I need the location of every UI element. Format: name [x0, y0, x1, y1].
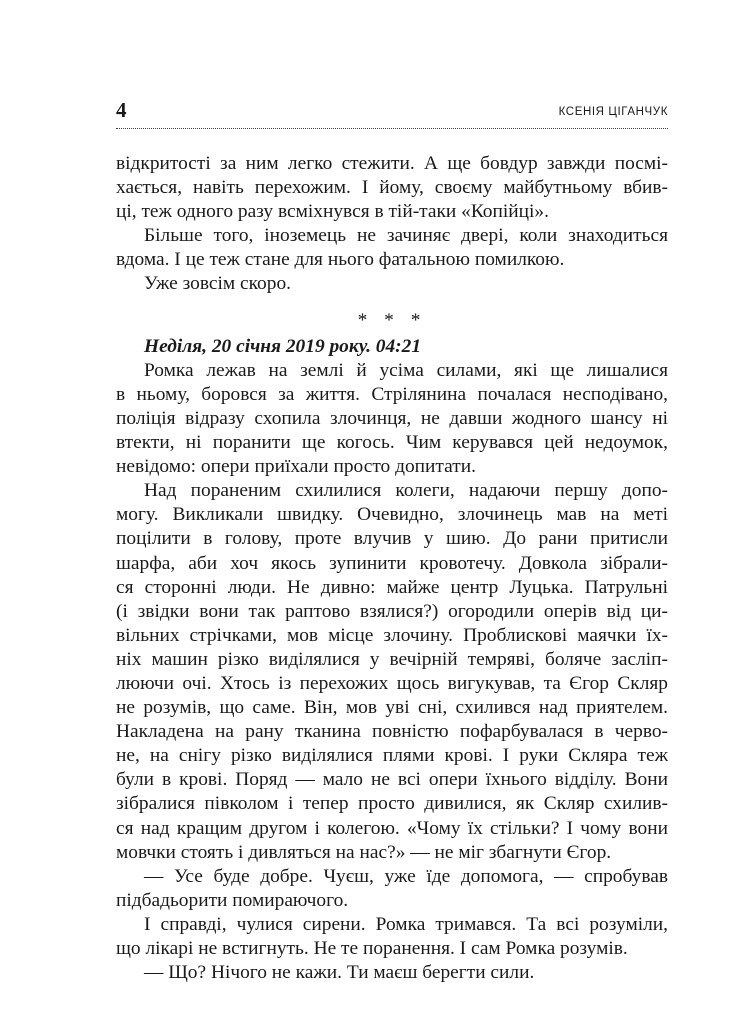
text-line: Накладена на рану тканина повністю пофарбувалася в черво-	[116, 721, 668, 743]
text-line: зібралися півколом і тепер просто дивилися, як Скляр схилив-	[116, 793, 668, 815]
text-line: Ромка лежав на землі й усіма силами, які ще лишалися	[144, 359, 668, 381]
text-line: вільних стрічками, мов місце злочину. Проблискові маячки їх-	[116, 624, 668, 646]
text-line: ці, теж одного разу всміхнувся в тій-таки «Копійці».	[116, 201, 549, 223]
text-line: в ньому, боровся за життя. Стрілянина почалася несподівано,	[116, 383, 668, 405]
paragraph	[116, 152, 668, 224]
text-line: (і звідки вони так раптово взялися?) огородили оперів від ци-	[116, 600, 668, 622]
text-line: хається, навіть перехожим. І йому, своєму майбутньому вбив-	[116, 177, 668, 199]
text-line: не, на снігу різко виділялися плями крові. І руки Скляра теж	[116, 745, 668, 767]
text-line: що лікарі не встигнуть. Не те поранення. І сам Ромка розумів.	[116, 938, 628, 959]
text-line: — Усе буде добре. Чуєш, уже їде допомога, — спробував	[144, 865, 668, 887]
text-line: підбадьорити помираючого.	[116, 889, 349, 911]
text-line: поліція відразу схопила злочинця, не давши жодного шансу ні	[116, 407, 668, 429]
paragraph	[116, 865, 668, 913]
running-head-author: КСЕНІЯ ЦІГАНЧУК	[558, 106, 668, 118]
text-line: ся сторонні люди. Не дивно: майже центр Луцька. Патрульні	[116, 576, 668, 598]
text-line: втекти, ні поранити ще когось. Чим керувався цей недоумок,	[116, 432, 668, 454]
text-line: не розумів, що саме. Він, мов уві сні, схилився над приятелем.	[116, 697, 668, 719]
text-line: І справді, чулися сирени. Ромка тримався. Та всі розуміли,	[144, 913, 668, 935]
paragraph	[116, 479, 668, 865]
paragraph	[116, 913, 668, 961]
paragraph	[116, 961, 668, 985]
text-line: мовчки стоять і дивляться на нас?» — не міг збагнути Єгор.	[116, 841, 612, 863]
text-line: шарфа, аби хоч якось зупинити кровотечу. Довкола зібрали-	[116, 552, 668, 574]
section-separator: * * *	[357, 309, 427, 331]
text-line: — Що? Нічого не кажи. Ти маєш берегти сили.	[144, 962, 535, 984]
text-line: ся над кращим другом і колегою. «Чому їх стільки? І чому вони	[116, 817, 668, 839]
page-header	[116, 98, 668, 128]
text-line: Над пораненим схилилися колеги, надаючи першу допо-	[144, 480, 668, 502]
body-text	[116, 152, 668, 985]
text-line: були в крові. Поряд — мало не всі опери їхнього відділу. Вони	[116, 769, 668, 791]
header-divider	[116, 128, 668, 129]
text-line: невідомо: опери приїхали просто допитати.	[116, 456, 476, 478]
paragraph	[116, 272, 668, 296]
paragraph	[116, 224, 668, 272]
page-number: 4	[116, 98, 127, 122]
text-line: Уже зовсім скоро.	[144, 273, 291, 295]
text-line: ніх машин різко виділялися у вечірній темряві, боляче засліп-	[116, 648, 668, 670]
text-line: Більше того, іноземець не зачиняє двері, коли знаходиться	[144, 225, 668, 247]
text-line: поцілити в голову, проте влучив у шию. До рани притисли	[116, 528, 668, 550]
text-line: вдома. І це теж стане для нього фатальною помилкою.	[116, 249, 565, 271]
paragraph	[116, 359, 668, 479]
text-line: могу. Викликали швидку. Очевидно, злочинець мав на меті	[116, 504, 668, 526]
section-date-heading: Неділя, 20 січня 2019 року. 04:21	[144, 335, 422, 357]
text-line: відкритості за ним легко стежити. А ще бовдур завжди посмі-	[116, 153, 668, 174]
text-line: люючи очі. Хтось із перехожих щось вигукував, та Єгор Скляр	[116, 672, 668, 694]
